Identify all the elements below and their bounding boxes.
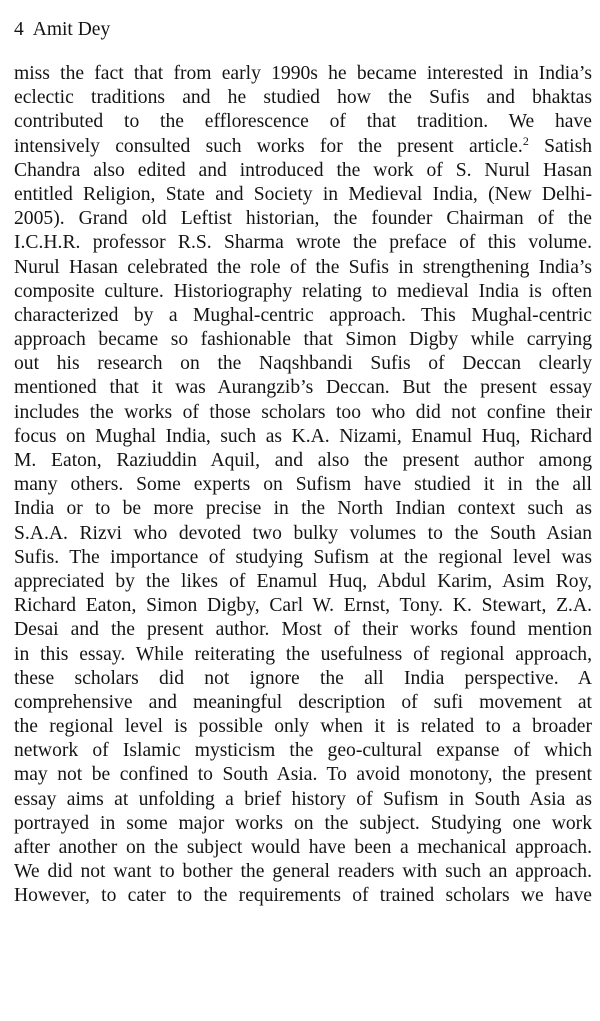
text-line: Nurul Hasan celebrated the role of the Sufis in strengthening India’s <box>14 256 592 278</box>
text-line: We did not want to bother the general readers with such an approach. <box>14 861 592 883</box>
text-line: in this essay. While reiterating the usefulness of regional approach, <box>14 643 592 665</box>
text-line: includes the works of those scholars too who did not confine their <box>14 401 592 423</box>
text-line: Chandra also edited and introduced the work of S. Nurul Hasan <box>14 159 592 181</box>
text-line: entitled Religion, State and Society in Medieval India, (New Delhi- <box>14 183 592 205</box>
text-line: comprehensive and meaningful description of sufi movement at <box>14 691 592 713</box>
text-line: 2005). Grand old Leftist historian, the founder Chairman of the <box>14 208 592 230</box>
running-head-author: Amit Dey <box>32 19 111 40</box>
text-line: I.C.H.R. professor R.S. Sharma wrote the preface of this volume. <box>14 232 592 254</box>
page-number: 4 <box>14 19 24 40</box>
running-head <box>14 18 110 42</box>
text-line: essay aims at unfolding a brief history of Sufism in South Asia as <box>14 788 592 810</box>
text-line: contributed to the efflorescence of that tradition. We have <box>14 111 592 133</box>
footnote-reference: 2 <box>522 133 529 148</box>
text-line: M. Eaton, Raziuddin Aquil, and also the present author among <box>14 450 592 471</box>
text-line-with-footnote <box>14 135 592 159</box>
text-line: eclectic traditions and he studied how the Sufis and bhaktas <box>14 87 592 109</box>
text-line: appreciated by the likes of Enamul Huq, Abdul Karim, Asim Roy, <box>14 570 592 592</box>
text-line: approach became so fashionable that Simon Digby while carrying <box>14 329 592 351</box>
text-line: these scholars did not ignore the all India perspective. A <box>14 667 592 689</box>
text-line: portrayed in some major works on the subject. Studying one work <box>14 812 592 834</box>
text-line: many others. Some experts on Sufism have studied it in the all <box>14 474 592 496</box>
text-line: However, to cater to the requirements of trained scholars we have <box>14 885 592 907</box>
text-line: Richard Eaton, Simon Digby, Carl W. Ernst, Tony. K. Stewart, Z.A. <box>14 595 592 617</box>
text-line: miss the fact that from early 1990s he became interested in India’s <box>14 63 592 84</box>
text-line: focus on Mughal India, such as K.A. Nizami, Enamul Huq, Richard <box>14 425 592 447</box>
body-paragraph <box>14 62 592 909</box>
text-line: out his research on the Naqshbandi Sufis of Deccan clearly <box>14 353 592 375</box>
text-line-segment: intensively consulted such works for the present article. <box>14 135 523 157</box>
text-line: mentioned that it was Aurangzib’s Deccan. But the present essay <box>14 377 592 399</box>
text-line: Desai and the present author. Most of their works found mention <box>14 619 592 641</box>
text-line-segment: Satish <box>528 135 592 157</box>
text-line: network of Islamic mysticism the geo-cultural expanse of which <box>14 740 592 762</box>
text-line: India or to be more precise in the North Indian context such as <box>14 498 592 520</box>
text-line: the regional level is possible only when it is related to a broader <box>14 716 592 738</box>
text-line: Sufis. The importance of studying Sufism at the regional level was <box>14 546 592 568</box>
text-line: may not be confined to South Asia. To avoid monotony, the present <box>14 764 592 786</box>
text-line: S.A.A. Rizvi who devoted two bulky volumes to the South Asian <box>14 522 592 544</box>
text-line: after another on the subject would have been a mechanical approach. <box>14 837 592 858</box>
text-line: composite culture. Historiography relating to medieval India is often <box>14 280 592 302</box>
text-line: characterized by a Mughal-centric approach. This Mughal-centric <box>14 304 592 326</box>
